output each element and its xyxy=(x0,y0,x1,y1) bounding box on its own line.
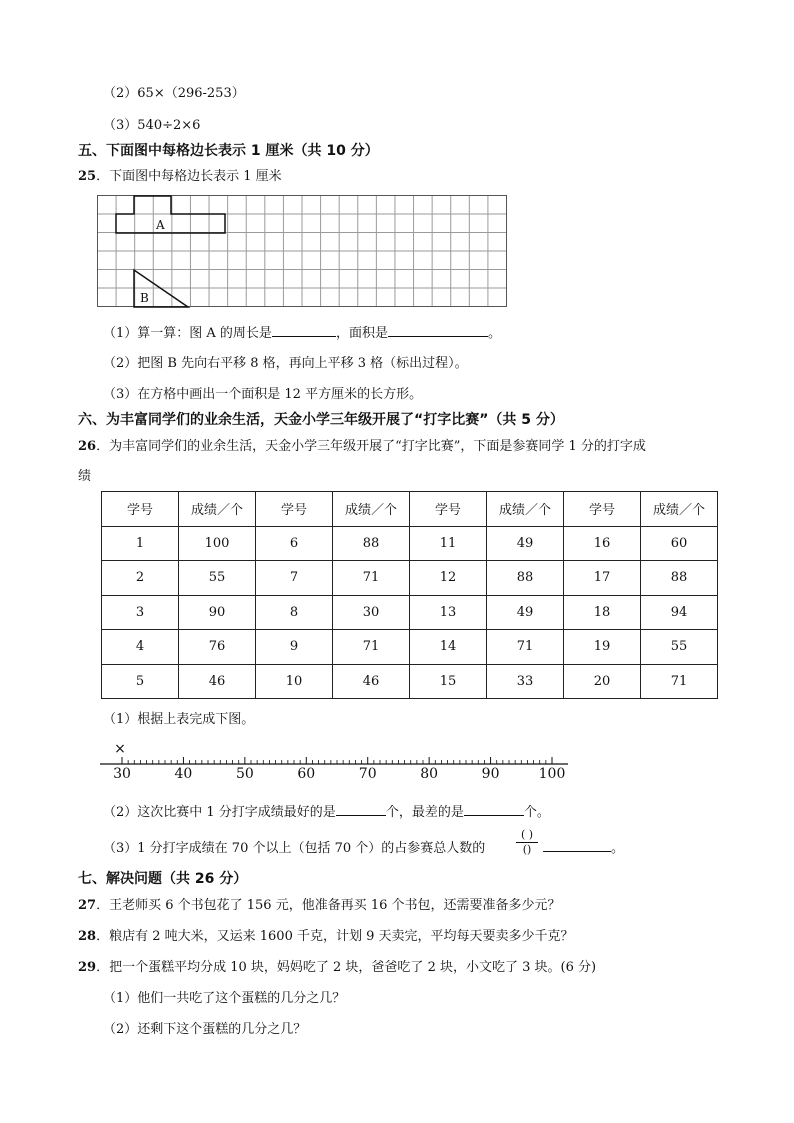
header-cell: 学号 xyxy=(102,492,179,527)
sub3-text-c: 。 xyxy=(611,841,625,856)
table-cell: 18 xyxy=(564,595,641,630)
table-cell: 3 xyxy=(102,595,179,630)
number-line-marks xyxy=(114,741,126,757)
fraction xyxy=(516,829,538,856)
table-cell: 55 xyxy=(179,561,256,596)
table-cell: 12 xyxy=(410,561,487,596)
question-number: 27 xyxy=(78,898,97,913)
tick-label: 40 xyxy=(174,766,193,782)
table-row xyxy=(102,630,718,665)
q25-sub-1 xyxy=(103,322,501,341)
table-cell: 60 xyxy=(641,526,718,561)
table-row xyxy=(102,664,718,699)
sub1-text-a: （1）算一算：图 A 的周长是 xyxy=(103,326,272,341)
table-row xyxy=(102,526,718,561)
best-score-blank[interactable] xyxy=(336,803,386,816)
sub2-text-c: 个。 xyxy=(523,805,550,820)
sub1-text-c: 。 xyxy=(487,326,501,341)
line-plot xyxy=(96,736,576,784)
table-cell: 30 xyxy=(333,595,410,630)
table-cell: 15 xyxy=(410,664,487,699)
plot-mark: × xyxy=(114,741,126,757)
shape-a-label: A xyxy=(156,218,165,232)
question-29 xyxy=(78,956,596,975)
question-text-line-1: ．为丰富同学们的业余生活，天金小学三年级开展了“打字比赛”，下面是参赛同学 1 分的打字成 xyxy=(96,439,646,454)
table-cell: 7 xyxy=(256,561,333,596)
question-text: ．王老师买 6 个书包花了 156 元，他准备再买 16 个书包，还需要准备多少元？ xyxy=(96,898,561,913)
table-row xyxy=(102,595,718,630)
tick-label: 60 xyxy=(297,766,316,782)
area-blank[interactable] xyxy=(388,324,488,337)
sub1-text-b: ，面积是 xyxy=(335,326,388,341)
number-line-labels xyxy=(113,766,565,782)
question-number: 26 xyxy=(78,439,97,454)
q29-sub-1: （1）他们一共吃了这个蛋糕的几分之几？ xyxy=(103,991,346,1006)
table-cell: 71 xyxy=(333,561,410,596)
sub2-text-a: （2）这次比赛中 1 分打字成绩最好的是 xyxy=(103,805,336,820)
question-26-line-2: 绩 xyxy=(78,469,92,484)
table-cell: 20 xyxy=(564,664,641,699)
table-cell: 14 xyxy=(410,630,487,665)
table-cell: 88 xyxy=(641,561,718,596)
q29-sub-2: （2）还剩下这个蛋糕的几分之几？ xyxy=(103,1022,307,1037)
scores-table xyxy=(101,491,718,699)
question-28 xyxy=(78,925,574,944)
question-27 xyxy=(78,894,561,913)
q26-sub-2 xyxy=(103,801,550,820)
header-cell: 成绩／个 xyxy=(333,492,410,527)
question-text: ．粮店有 2 吨大米，又运来 1600 千克，计划 9 天卖完，平均每天要卖多少千克？ xyxy=(96,929,574,944)
q25-sub-3: （3）在方格中画出一个面积是 12 平方厘米的长方形。 xyxy=(103,387,423,402)
table-cell: 76 xyxy=(179,630,256,665)
q26-sub-3-tail xyxy=(543,837,624,856)
table-header-row xyxy=(102,492,718,527)
sub3-text-a: （3）1 分打字成绩在 70 个以上（包括 70 个）的占参赛总人数的 xyxy=(103,841,486,856)
tick-label: 80 xyxy=(420,766,439,782)
number-line-ticks xyxy=(122,757,552,764)
section-5-heading: 五、下面图中每格边长表示 1 厘米（共 10 分） xyxy=(78,143,379,159)
question-25 xyxy=(78,165,282,184)
question-26 xyxy=(78,435,646,454)
table-cell: 88 xyxy=(333,526,410,561)
tick-label: 90 xyxy=(481,766,500,782)
table-cell: 5 xyxy=(102,664,179,699)
table-cell: 71 xyxy=(641,664,718,699)
header-cell: 成绩／个 xyxy=(487,492,564,527)
tick-label: 30 xyxy=(113,766,131,782)
table-cell: 90 xyxy=(179,595,256,630)
perimeter-blank[interactable] xyxy=(272,324,336,337)
worst-score-blank[interactable] xyxy=(464,803,524,816)
header-cell: 学号 xyxy=(256,492,333,527)
q26-sub-3 xyxy=(103,837,485,856)
table-cell: 46 xyxy=(179,664,256,699)
table-cell: 13 xyxy=(410,595,487,630)
table-cell: 10 xyxy=(256,664,333,699)
header-cell: 成绩／个 xyxy=(179,492,256,527)
q26-sub-1: （1）根据上表完成下图。 xyxy=(103,712,255,727)
shape-b-label: B xyxy=(140,291,149,305)
question-text: ．把一个蛋糕平均分成 10 块，妈妈吃了 2 块，爸爸吃了 2 块，小文吃了 3 块。(6 分) xyxy=(96,960,597,975)
table-cell: 1 xyxy=(102,526,179,561)
table-cell: 88 xyxy=(487,561,564,596)
fraction-numerator: ( ) xyxy=(520,828,534,841)
q25-sub-2: （2）把图 B 先向右平移 8 格，再向上平移 3 格（标出过程）。 xyxy=(103,356,468,371)
header-cell: 学号 xyxy=(564,492,641,527)
table-cell: 2 xyxy=(102,561,179,596)
table-cell: 33 xyxy=(487,664,564,699)
table-cell: 49 xyxy=(487,526,564,561)
question-number: 28 xyxy=(78,929,97,944)
table-cell: 49 xyxy=(487,595,564,630)
question-text: ．下面图中每格边长表示 1 厘米 xyxy=(96,169,282,184)
fraction-blank[interactable] xyxy=(543,839,611,852)
table-cell: 6 xyxy=(256,526,333,561)
tick-label: 50 xyxy=(235,766,254,782)
question-number: 29 xyxy=(78,960,97,975)
table-cell: 46 xyxy=(333,664,410,699)
header-cell: 成绩／个 xyxy=(641,492,718,527)
calc-item-2: （2）65×（296-253） xyxy=(103,86,245,101)
table-cell: 19 xyxy=(564,630,641,665)
tick-label: 70 xyxy=(358,766,377,782)
table-cell: 8 xyxy=(256,595,333,630)
section-7-heading: 七、解决问题（共 26 分） xyxy=(78,871,248,887)
table-row xyxy=(102,561,718,596)
calc-item-3: （3）540÷2×6 xyxy=(103,118,201,133)
table-cell: 11 xyxy=(410,526,487,561)
table-cell: 16 xyxy=(564,526,641,561)
table-cell: 71 xyxy=(487,630,564,665)
table-cell: 4 xyxy=(102,630,179,665)
sub2-text-b: 个，最差的是 xyxy=(385,805,464,820)
table-cell: 94 xyxy=(641,595,718,630)
grid-lines xyxy=(98,196,507,307)
table-cell: 55 xyxy=(641,630,718,665)
table-cell: 71 xyxy=(333,630,410,665)
question-number: 25 xyxy=(78,169,97,184)
table-cell: 100 xyxy=(179,526,256,561)
table-cell: 9 xyxy=(256,630,333,665)
section-6-heading: 六、为丰富同学们的业余生活，天金小学三年级开展了“打字比赛”（共 5 分） xyxy=(78,412,564,428)
table-cell: 17 xyxy=(564,561,641,596)
fraction-denominator: () xyxy=(522,843,532,856)
header-cell: 学号 xyxy=(410,492,487,527)
grid-figure xyxy=(97,195,508,308)
tick-label: 100 xyxy=(538,766,566,782)
